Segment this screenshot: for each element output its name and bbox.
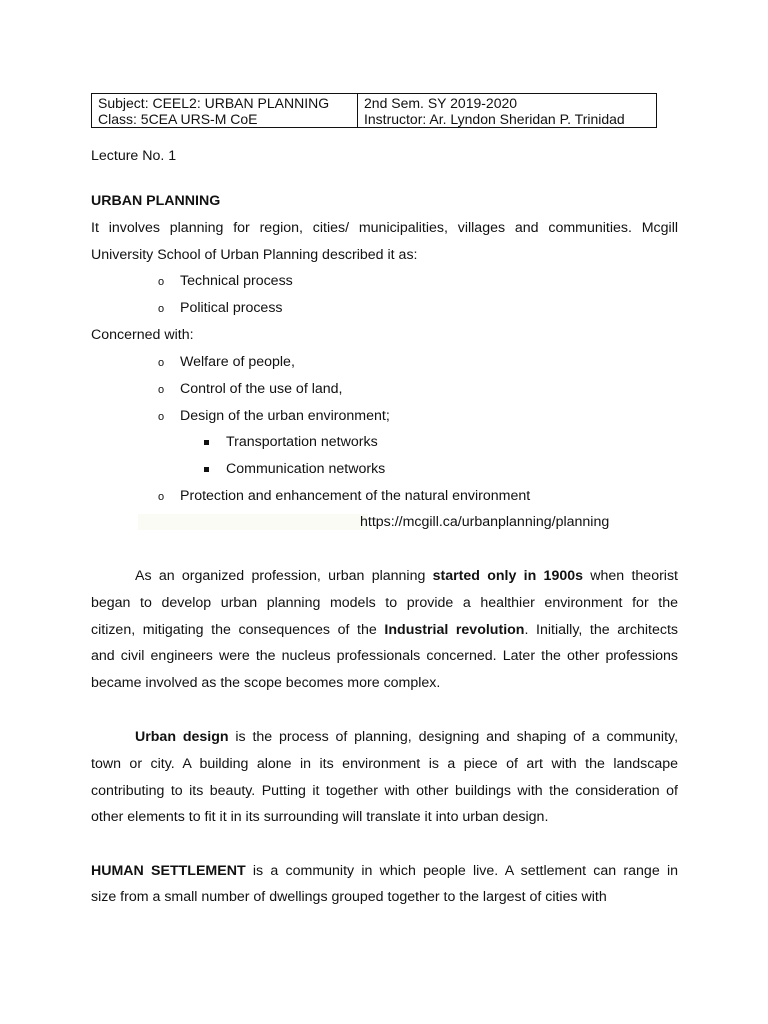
para1-line-3 [91,622,678,638]
semester-text: 2nd Sem. SY 2019-2020 [364,95,518,111]
concerned-label: Concerned with: [91,327,194,343]
class-text: Class: 5CEA URS-M CoE [98,111,258,127]
para1-text: . Initially, the architects [524,622,678,638]
para1-line-1 [135,568,678,584]
instructor-text: Instructor: Ar. Lyndon Sheridan P. Trinidad [364,111,625,127]
para2-line-4: other elements to fit it in its surrounding will translate it into urban design. [91,809,549,825]
para1-bold-1900s: started only in 1900s [432,568,583,584]
para3-line-2: size from a small number of dwellings grouped together to the largest of cities with [91,889,607,905]
para2-text: is the process of planning, designing and shaping of a community, [228,729,679,745]
subject-text: Subject: CEEL2: URBAN PLANNING [98,95,330,111]
para1-line-4: and civil engineers were the nucleus professionals concerned. Later the other professions [91,648,678,664]
intro-line-1: It involves planning for region, cities/ municipalities, villages and communities. Mcgill [91,220,678,236]
para1-text: citizen, mitigating the consequences of the [91,622,385,638]
highlight-strip [138,514,368,530]
para2-line-3: contributing to its beauty. Putting it together with other buildings with the consideration of [91,783,678,799]
square-bullet-icon [204,440,209,445]
header-left-cell [92,94,358,128]
circle-bullet-icon: o [158,276,165,288]
circle-bullet-icon: o [158,384,165,396]
para1-text: As an organized profession, urban planning [135,568,433,584]
circle-bullet-icon: o [158,491,165,503]
list-item-technical: Technical process [180,273,293,289]
para3-bold-human-settlement: HUMAN SETTLEMENT [91,863,246,879]
list-item-political: Political process [180,300,283,316]
section-heading-urban-planning: URBAN PLANNING [91,193,221,209]
para2-line-2: town or city. A building alone in its environment is a piece of art with the landscape [91,756,678,772]
circle-bullet-icon: o [158,357,165,369]
para2-line-1 [135,729,678,745]
para3-line-1 [91,863,678,879]
circle-bullet-icon: o [158,411,165,423]
list-item-protection: Protection and enhancement of the natural environment [180,488,531,504]
square-bullet-icon [204,467,209,472]
source-link[interactable]: https://mcgill.ca/urbanplanning/planning [360,514,610,530]
lecture-number: Lecture No. 1 [91,148,177,164]
para2-bold-urban-design: Urban design [135,729,229,745]
circle-bullet-icon: o [158,303,165,315]
list-item-design: Design of the urban environment; [180,408,390,424]
para3-text: is a community in which people live. A settlement can range in [245,863,679,879]
list-item-welfare: Welfare of people, [180,354,295,370]
para1-line-2: began to develop urban planning models to provide a healthier environment for the [91,595,678,611]
para1-line-5: became involved as the scope becomes more complex. [91,675,441,691]
para1-text: when theorist [583,568,678,584]
header-table [91,93,657,128]
sub-item-transportation: Transportation networks [226,434,378,450]
list-item-land-use: Control of the use of land, [180,381,343,397]
intro-line-2: University School of Urban Planning described it as: [91,247,418,263]
para1-bold-industrial: Industrial revolution [384,622,525,638]
header-right-cell [358,94,657,128]
sub-item-communication: Communication networks [226,461,386,477]
